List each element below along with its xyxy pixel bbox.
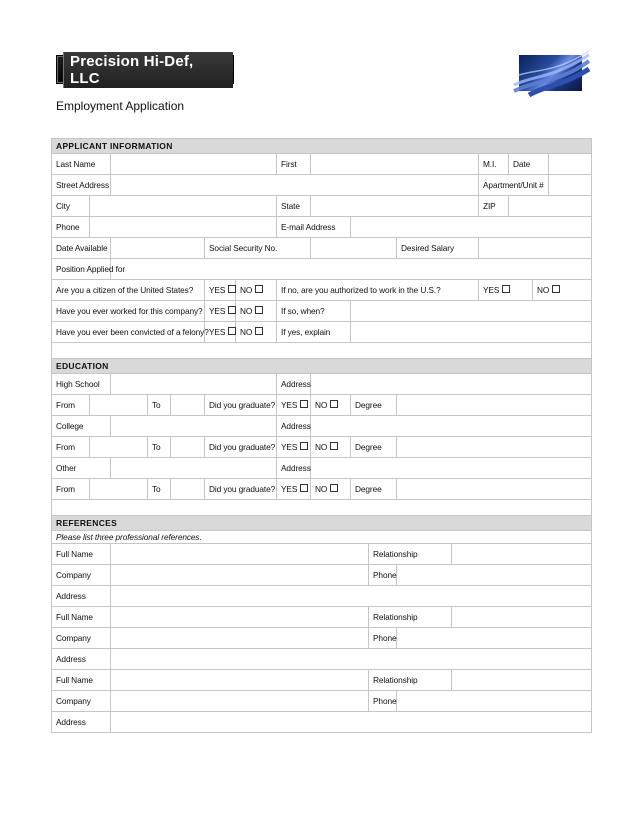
other-from-label: From [52,479,90,500]
company-logo [56,52,234,87]
ref3-full-name-label: Full Name [52,670,111,691]
authorized-no-label: NO [537,285,550,295]
college-degree-field[interactable] [397,437,592,458]
high-school-graduate-question: Did you graduate? [205,395,277,416]
felony-yes-checkbox[interactable] [228,327,236,335]
apartment-unit-field[interactable] [549,175,592,196]
ssn-field[interactable] [311,238,397,259]
other-grad-no-checkbox[interactable] [330,484,338,492]
college-grad-yes-checkbox[interactable] [300,442,308,450]
street-address-label: Street Address [52,175,111,196]
felony-yes-label: YES [209,327,226,337]
other-grad-yes-checkbox[interactable] [300,484,308,492]
employment-application-form [51,138,592,733]
worked-yes[interactable] [205,301,236,322]
citizen-no-label: NO [240,285,253,295]
high-school-to-label: To [148,395,171,416]
ref3-phone-field[interactable] [397,691,592,712]
position-applied-label: Position Applied for [52,259,111,280]
high-school-address-field[interactable] [311,374,592,395]
ref1-full-name-field[interactable] [111,544,369,565]
date-available-label: Date Available [52,238,111,259]
college-from-label: From [52,437,90,458]
citizen-no[interactable] [236,280,277,301]
college-field[interactable] [111,416,277,437]
date-field[interactable] [549,154,592,175]
email-field[interactable] [351,217,592,238]
ref2-company-field[interactable] [111,628,369,649]
date-available-field[interactable] [111,238,205,259]
citizen-yes-label: YES [209,285,226,295]
high-school-grad-no-label: NO [315,400,328,410]
applicant-section-title: APPLICANT INFORMATION [52,139,592,154]
felony-no-checkbox[interactable] [255,327,263,335]
other-graduate-question: Did you graduate? [205,479,277,500]
ref3-phone-label: Phone [369,691,397,712]
citizen-yes-checkbox[interactable] [228,285,236,293]
college-address-label: Address [277,416,311,437]
position-applied-field[interactable] [111,259,592,280]
if-so-when-field[interactable] [351,301,592,322]
college-grad-no[interactable] [311,437,351,458]
other-degree-label: Degree [351,479,397,500]
references-section-title: REFERENCES [52,516,592,531]
zip-field[interactable] [509,196,592,217]
cable-photo [519,55,582,91]
worked-no[interactable] [236,301,277,322]
college-grad-yes-label: YES [281,442,298,452]
ref1-relationship-field[interactable] [452,544,592,565]
college-graduate-question: Did you graduate? [205,437,277,458]
high-school-from-field[interactable] [90,395,148,416]
ref2-relationship-field[interactable] [452,607,592,628]
other-from-field[interactable] [90,479,148,500]
ref3-company-label: Company [52,691,111,712]
ref1-phone-label: Phone [369,565,397,586]
authorized-question: If no, are you authorized to work in the U.S.? [277,280,479,301]
other-school-label: Other [52,458,111,479]
worked-no-checkbox[interactable] [255,306,263,314]
ref2-address-field[interactable] [111,649,592,670]
desired-salary-label: Desired Salary [397,238,479,259]
ref1-address-label: Address [52,586,111,607]
page-title: Employment Application [56,99,185,113]
authorized-no[interactable] [533,280,592,301]
worked-yes-checkbox[interactable] [228,306,236,314]
ref1-relationship-label: Relationship [369,544,452,565]
other-to-label: To [148,479,171,500]
felony-yes[interactable] [205,322,236,343]
ref2-address-label: Address [52,649,111,670]
other-degree-field[interactable] [397,479,592,500]
other-school-address-label: Address [277,458,311,479]
high-school-address-label: Address [277,374,311,395]
city-label: City [52,196,90,217]
high-school-to-field[interactable] [171,395,205,416]
ref3-relationship-field[interactable] [452,670,592,691]
college-address-field[interactable] [311,416,592,437]
college-degree-label: Degree [351,437,397,458]
first-name-field[interactable] [311,154,479,175]
other-grad-no[interactable] [311,479,351,500]
college-grad-no-checkbox[interactable] [330,442,338,450]
section-spacer [52,343,592,359]
ref3-relationship-label: Relationship [369,670,452,691]
phone-field[interactable] [90,217,277,238]
college-grad-no-label: NO [315,442,328,452]
section-spacer [52,500,592,516]
phone-label: Phone [52,217,90,238]
college-label: College [52,416,111,437]
felony-question: Have you ever been convicted of a felony? [52,322,205,343]
ref3-address-field[interactable] [111,712,592,733]
ref3-full-name-field[interactable] [111,670,369,691]
ssn-label: Social Security No. [205,238,311,259]
college-grad-yes[interactable] [277,437,311,458]
last-name-label: Last Name [52,154,111,175]
state-label: State [277,196,311,217]
email-label: E-mail Address [277,217,351,238]
worked-no-label: NO [240,306,253,316]
college-from-field[interactable] [90,437,148,458]
other-grad-no-label: NO [315,484,328,494]
high-school-grad-no-checkbox[interactable] [330,400,338,408]
ref1-company-label: Company [52,565,111,586]
last-name-field[interactable] [111,154,277,175]
ref1-phone-field[interactable] [397,565,592,586]
desired-salary-field[interactable] [479,238,592,259]
company-logo-text: Precision Hi-Def, LLC [63,52,233,88]
state-field[interactable] [311,196,479,217]
other-grad-yes-label: YES [281,484,298,494]
college-to-label: To [148,437,171,458]
middle-initial-label: M.I. [479,154,509,175]
authorized-yes-checkbox[interactable] [502,285,510,293]
date-label: Date [509,154,549,175]
ref1-company-field[interactable] [111,565,369,586]
citizen-no-checkbox[interactable] [255,285,263,293]
high-school-field[interactable] [111,374,277,395]
college-to-field[interactable] [171,437,205,458]
citizen-question: Are you a citizen of the United States? [52,280,205,301]
if-so-when-label: If so, when? [277,301,351,322]
if-yes-explain-field[interactable] [351,322,592,343]
worked-here-question: Have you ever worked for this company? [52,301,205,322]
felony-no-label: NO [240,327,253,337]
other-to-field[interactable] [171,479,205,500]
high-school-degree-field[interactable] [397,395,592,416]
felony-no[interactable] [236,322,277,343]
high-school-grad-yes-checkbox[interactable] [300,400,308,408]
high-school-grad-yes[interactable] [277,395,311,416]
other-school-address-field[interactable] [311,458,592,479]
worked-yes-label: YES [209,306,226,316]
city-field[interactable] [90,196,277,217]
ref2-phone-label: Phone [369,628,397,649]
ref2-relationship-label: Relationship [369,607,452,628]
first-name-label: First [277,154,311,175]
ref1-address-field[interactable] [111,586,592,607]
ref3-company-field[interactable] [111,691,369,712]
apartment-unit-label: Apartment/Unit # [479,175,549,196]
high-school-grad-yes-label: YES [281,400,298,410]
ref3-address-label: Address [52,712,111,733]
other-school-field[interactable] [111,458,277,479]
other-grad-yes[interactable] [277,479,311,500]
education-section-title: EDUCATION [52,359,592,374]
ref2-full-name-label: Full Name [52,607,111,628]
ref1-full-name-label: Full Name [52,544,111,565]
if-yes-explain-label: If yes, explain [277,322,351,343]
references-note: Please list three professional references. [52,531,592,544]
authorized-yes-label: YES [483,285,500,295]
authorized-no-checkbox[interactable] [552,285,560,293]
street-address-field[interactable] [111,175,479,196]
authorized-yes[interactable] [479,280,533,301]
high-school-label: High School [52,374,111,395]
high-school-degree-label: Degree [351,395,397,416]
ref2-full-name-field[interactable] [111,607,369,628]
high-school-from-label: From [52,395,90,416]
zip-label: ZIP [479,196,509,217]
citizen-yes[interactable] [205,280,236,301]
ref2-phone-field[interactable] [397,628,592,649]
ref2-company-label: Company [52,628,111,649]
high-school-grad-no[interactable] [311,395,351,416]
